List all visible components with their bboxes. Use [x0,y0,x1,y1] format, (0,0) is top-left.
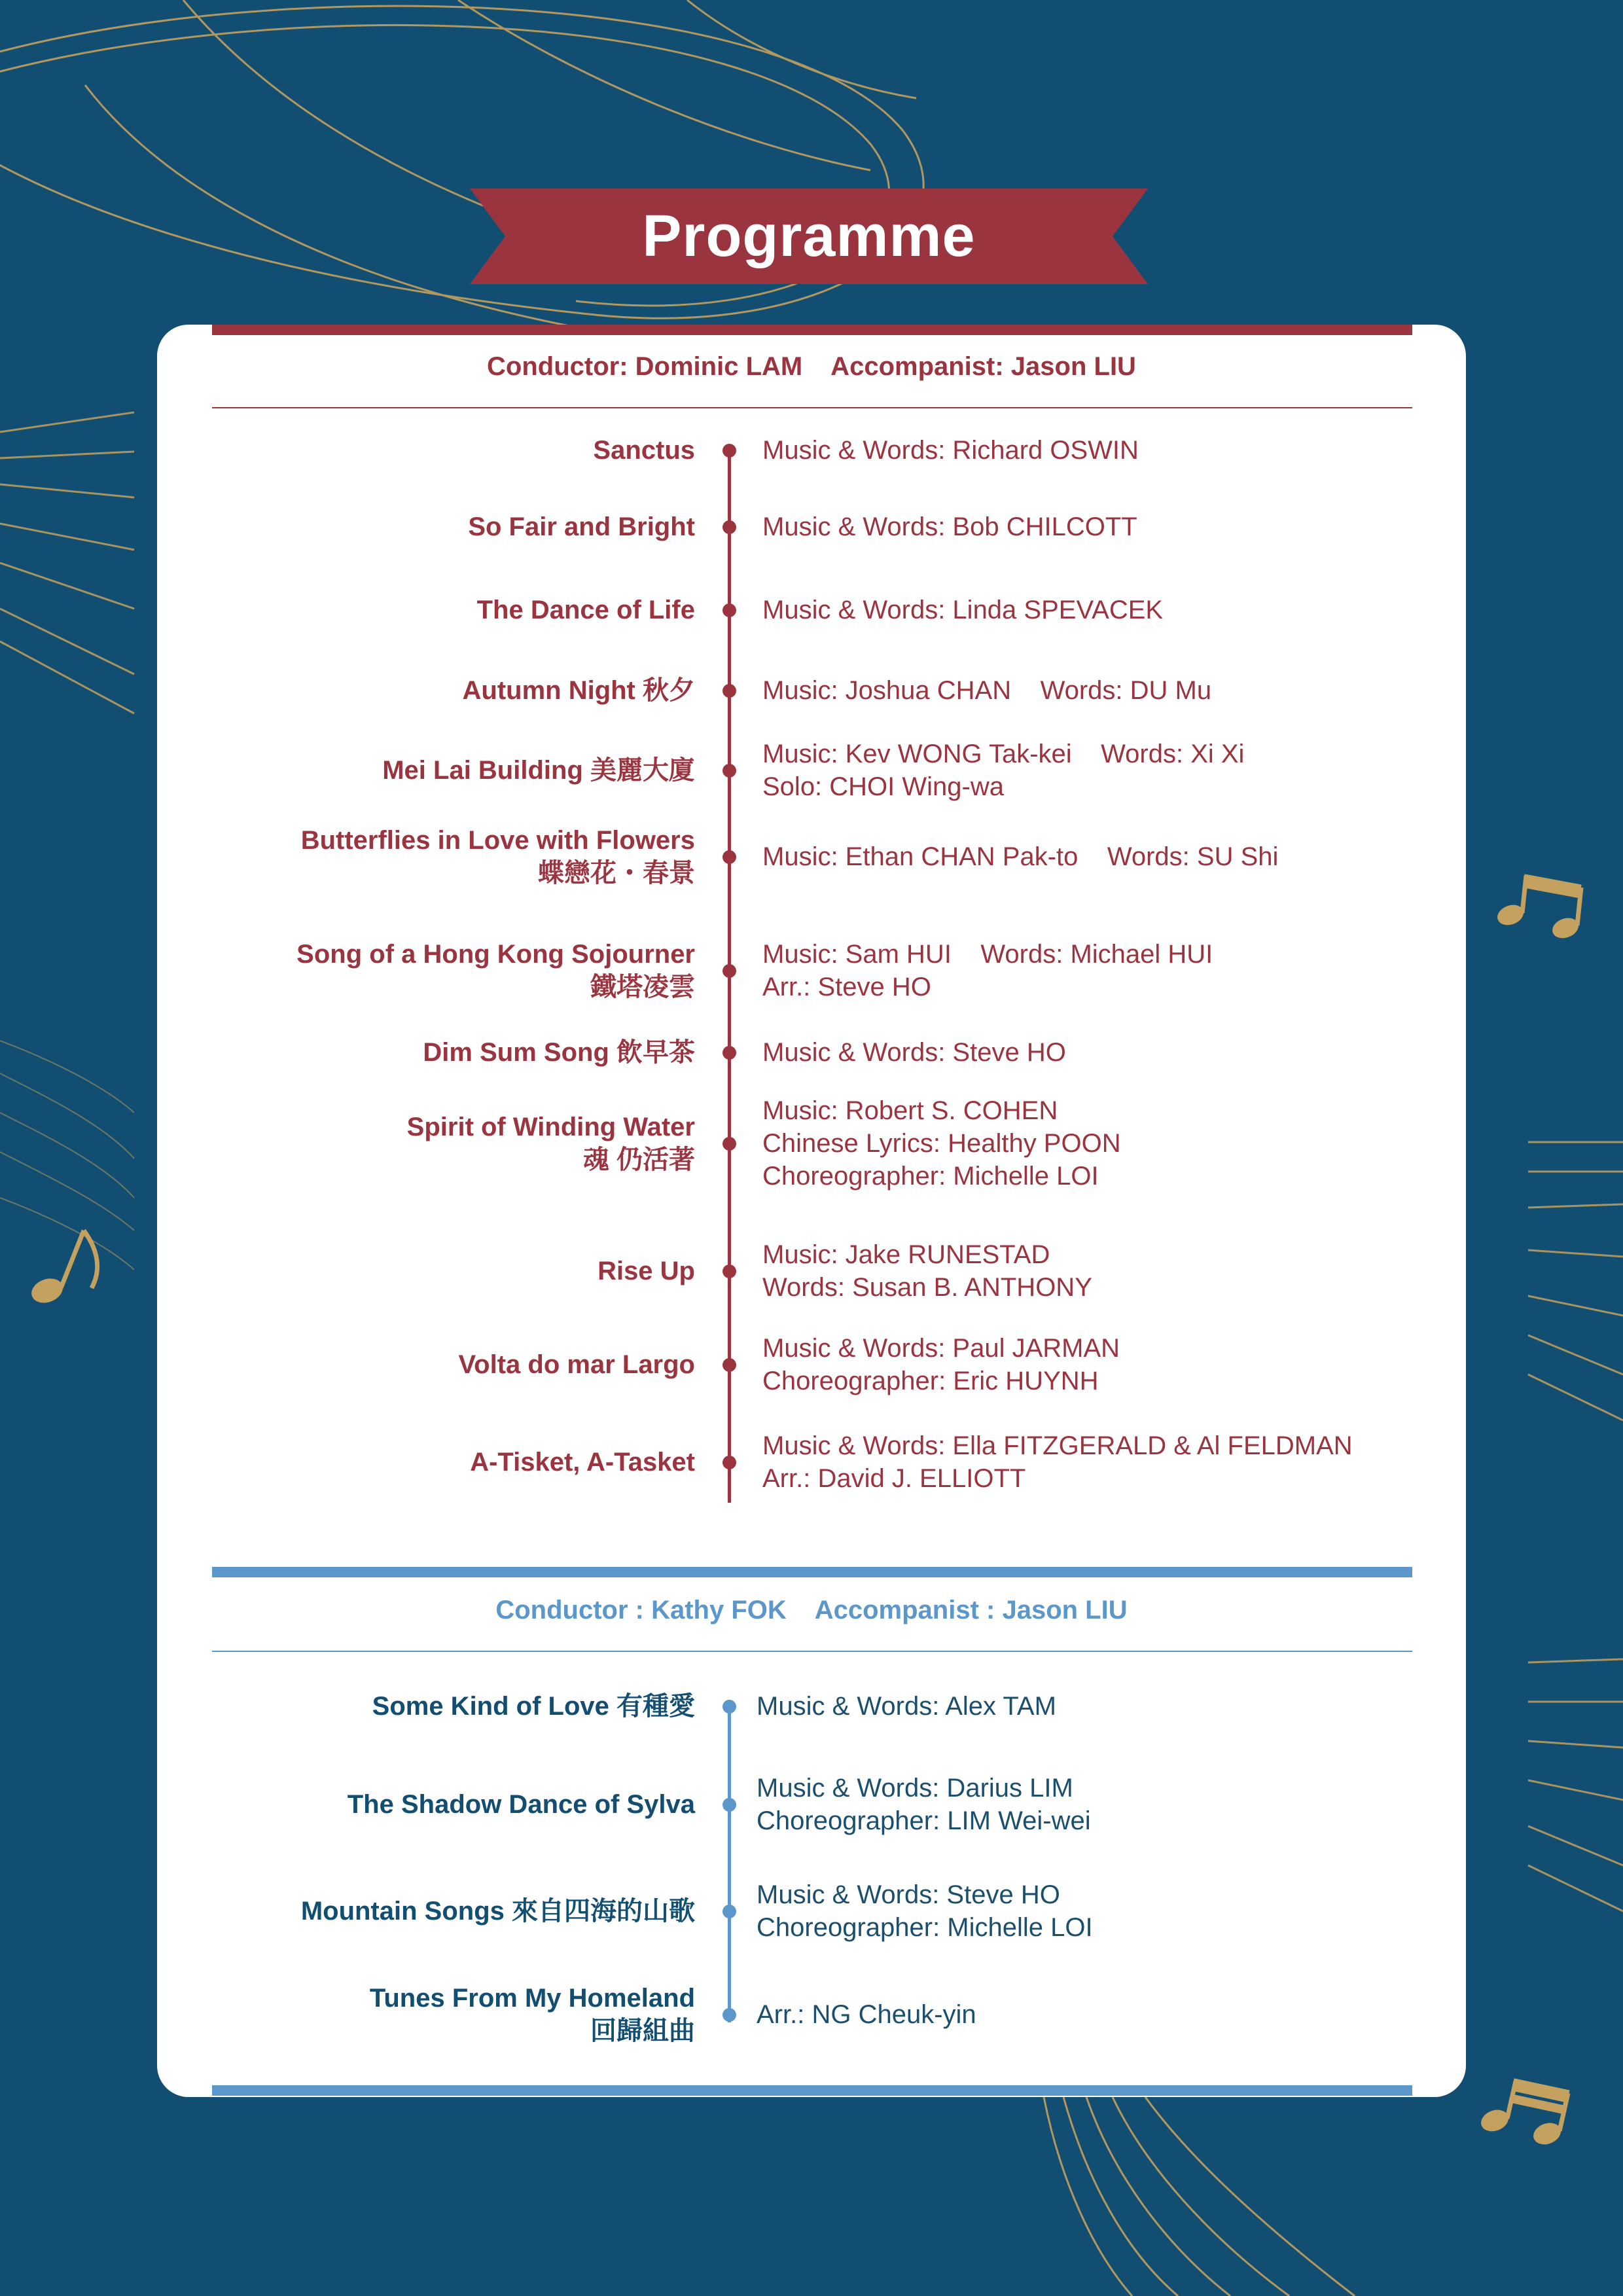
programme-item [157,817,1466,896]
piece-title-line: Spirit of Winding Water [406,1113,695,1141]
piece-credits [757,1872,1437,1950]
piece-credit-line: Solo: CHOI Wing-wa [762,772,1004,801]
programme-item [157,1096,1466,1191]
piece-title [171,488,695,566]
music-note-icon [1495,874,1581,941]
piece-title [171,571,695,649]
programme-item [157,488,1466,566]
piece-title-line: Butterflies in Love with Flowers [300,826,695,855]
piece-title [171,817,695,896]
piece-title-line: The Shadow Dance of Sylva [347,1790,695,1819]
piece-credit-line: Music & Words: Bob CHILCOTT [762,512,1137,541]
programme-item [157,571,1466,649]
timeline-dot [722,603,736,617]
piece-credits [762,1423,1443,1501]
piece-title-line: Song of a Hong Kong Sojourner [296,940,695,969]
piece-title [171,1325,695,1404]
timeline-dot [722,2008,736,2022]
section1-credits: Conductor: Dominic LAM Accompanist: Jason LIU [487,352,1136,381]
programme-item [157,731,1466,810]
piece-credits [757,1975,1437,2054]
section1-divider [212,407,1412,408]
timeline-dot [722,964,736,978]
piece-title [171,411,695,490]
piece-credits [762,411,1443,490]
piece-title [171,1667,695,1746]
piece-credit-line: Choreographer: LIM Wei-wei [757,1806,1091,1835]
timeline-dot [722,1798,736,1812]
programme-item [157,1232,1466,1310]
piece-credit-line: Music: Ethan CHAN Pak-to Words: SU Shi [762,842,1279,871]
timeline-dot [722,520,736,534]
piece-title [171,651,695,730]
piece-title-line: Volta do mar Largo [458,1350,695,1379]
section2-credits: Conductor : Kathy FOK Accompanist : Jason LIU [495,1596,1128,1624]
piece-credits [762,1325,1443,1404]
piece-credits [762,651,1443,730]
piece-credit-line: Music: Sam HUI Words: Michael HUI [762,940,1213,969]
piece-credit-line: Music: Robert S. COHEN [762,1096,1058,1125]
piece-credit-line: Music & Words: Darius LIM [757,1774,1073,1803]
section2-top-rule [212,1567,1412,1577]
piece-credit-line: Music: Kev WONG Tak-kei Words: Xi Xi [762,740,1245,768]
timeline-dot [722,684,736,698]
programme-item [157,931,1466,1010]
piece-credit-line: Music & Words: Steve HO [757,1880,1060,1909]
piece-credit-line: Arr.: Steve HO [762,973,931,1001]
music-note-icon [1478,2079,1569,2147]
piece-title [171,1872,695,1950]
section2-divider [212,1651,1412,1652]
piece-title-line: So Fair and Bright [468,512,695,541]
piece-title [171,1232,695,1310]
piece-credit-line: Music: Jake RUNESTAD [762,1240,1050,1269]
timeline-dot [722,1905,736,1918]
piece-credit-line: Music: Joshua CHAN Words: DU Mu [762,676,1212,705]
piece-credit-line: Choreographer: Michelle LOI [757,1913,1093,1942]
timeline-dot [722,850,736,864]
piece-credit-line: Music & Words: Alex TAM [757,1692,1056,1721]
card-bottom-rule [212,2085,1412,2096]
programme-item [157,651,1466,730]
piece-title [171,1765,695,1844]
piece-title-line: 鐵塔凌雲 [590,973,695,1001]
timeline-dot [722,1265,736,1278]
title-banner [470,188,1148,284]
piece-credits [762,1232,1443,1310]
piece-credit-line: Choreographer: Michelle LOI [762,1162,1099,1191]
piece-credits [762,571,1443,649]
piece-title-line: 魂 仍活著 [582,1145,695,1174]
piece-title [171,931,695,1010]
timeline-dot [722,1456,736,1469]
piece-title [171,1104,695,1183]
piece-credits [762,731,1443,810]
piece-title-line: Mei Lai Building 美麗大廈 [382,756,695,785]
programme-item [157,1013,1466,1092]
page-title: Programme [642,204,976,269]
piece-title-line: Sanctus [593,436,695,465]
piece-credit-line: Music & Words: Richard OSWIN [762,436,1139,465]
programme-item [157,411,1466,490]
piece-credit-line: Arr.: NG Cheuk-yin [757,2000,976,2029]
piece-credits [762,1013,1443,1092]
timeline-dot [722,1700,736,1713]
piece-credit-line: Music & Words: Steve HO [762,1038,1066,1067]
piece-credit-line: Chinese Lyrics: Healthy POON [762,1129,1121,1158]
piece-title-line: Mountain Songs 來自四海的山歌 [300,1897,695,1926]
piece-title-line: The Dance of Life [476,596,695,624]
piece-title [171,1975,695,2054]
piece-credits [757,1765,1437,1844]
timeline-dot [722,444,736,457]
piece-title-line: Tunes From My Homeland [369,1984,695,2013]
piece-credits [757,1667,1437,1746]
piece-title-line: A-Tisket, A-Tasket [470,1448,695,1477]
piece-credits [762,817,1443,896]
timeline-dot [722,1137,736,1151]
programme-item [157,1872,1466,1950]
piece-credit-line: Music & Words: Linda SPEVACEK [762,596,1164,624]
programme-item [157,1423,1466,1501]
programme-item [157,1667,1466,1746]
timeline-dot [722,1358,736,1372]
piece-credits [762,488,1443,566]
piece-title-line: Dim Sum Song 飲早茶 [423,1038,695,1067]
piece-title-line: Some Kind of Love 有種愛 [372,1692,695,1721]
piece-title [171,1013,695,1092]
piece-title-line: Autumn Night 秋夕 [462,676,695,705]
timeline-dot [722,1046,736,1060]
programme-card [157,325,1466,2097]
timeline-dot [722,764,736,778]
piece-credit-line: Choreographer: Eric HUYNH [762,1367,1099,1395]
piece-credit-line: Music & Words: Paul JARMAN [762,1334,1120,1363]
piece-credit-line: Words: Susan B. ANTHONY [762,1273,1092,1302]
piece-credits [762,1096,1443,1191]
section1-top-rule [212,325,1412,335]
piece-credit-line: Music & Words: Ella FITZGERALD & Al FELDMAN [762,1431,1353,1460]
piece-title-line: Rise Up [597,1257,695,1285]
piece-title [171,731,695,810]
programme-item [157,1765,1466,1844]
piece-title-line: 回歸組曲 [590,2017,695,2045]
piece-title-line: 蝶戀花・春景 [538,859,695,888]
piece-title [171,1423,695,1501]
piece-credits [762,931,1443,1010]
programme-item [157,1325,1466,1404]
music-note-icon [29,1230,98,1306]
piece-credit-line: Arr.: David J. ELLIOTT [762,1464,1026,1493]
programme-item [157,1975,1466,2054]
